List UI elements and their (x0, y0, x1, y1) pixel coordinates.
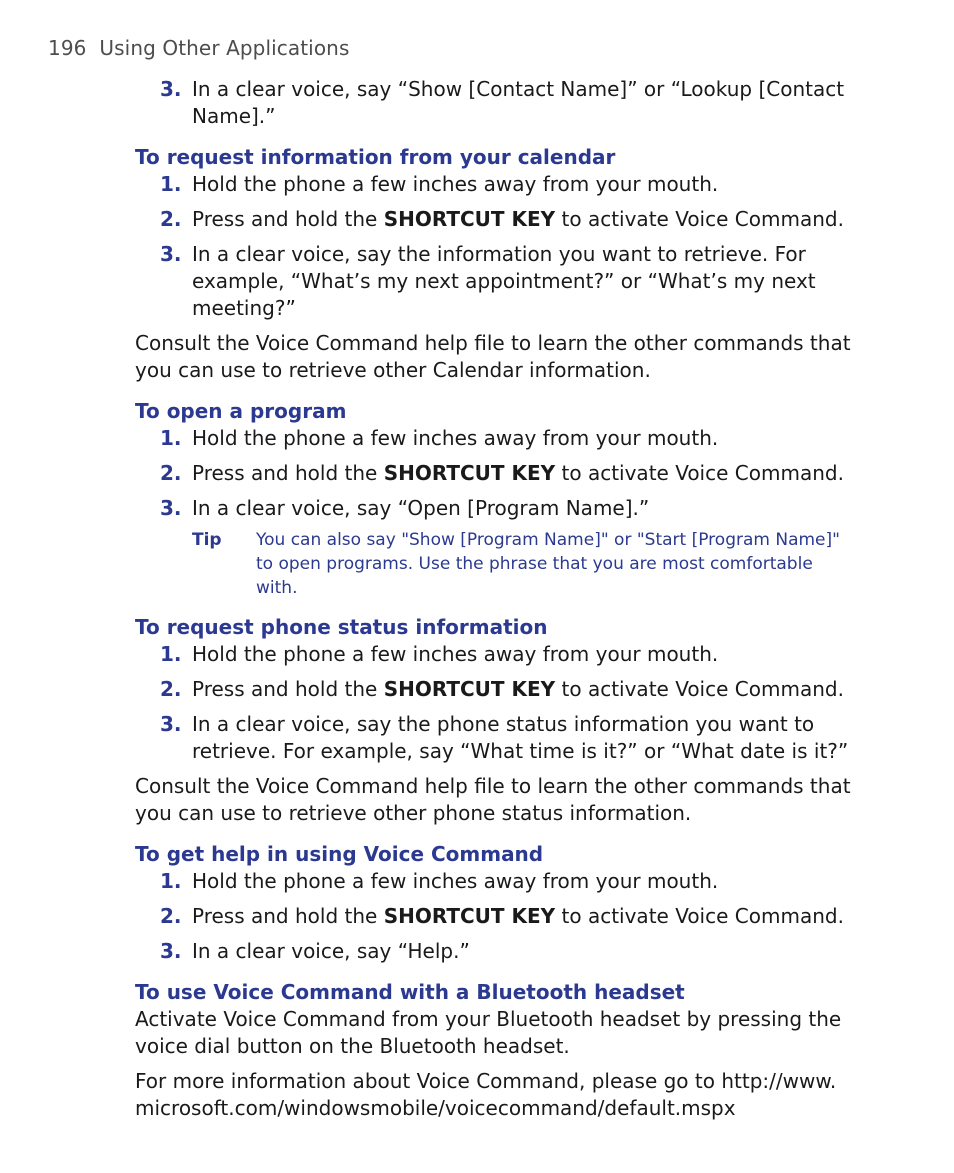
section-title: Using Other Applications (99, 36, 350, 60)
step-text-post: to activate Voice Command. (555, 677, 844, 701)
step-text: In a clear voice, say “Help.” (192, 939, 470, 963)
step-text: In a clear voice, say the phone status information you want to retrieve. For example, say “What time is it?” or “What date is it?” (192, 712, 849, 763)
shortcut-key-label: SHORTCUT KEY (383, 207, 556, 231)
step-text-pre: Press and hold the (192, 677, 384, 701)
step-text (192, 903, 857, 930)
bluetooth-paragraph: Activate Voice Command from your Bluetooth headset by pressing the voice dial button on the Bluetooth headset. (135, 1007, 842, 1058)
step-text: In a clear voice, say “Show [Contact Name]” or “Lookup [Contact Name].” (192, 77, 845, 128)
step-number: 2. (160, 207, 182, 231)
step-text-post: to activate Voice Command. (555, 904, 844, 928)
step-text: Hold the phone a few inches away from your mouth. (192, 172, 719, 196)
status-heading: To request phone status information (135, 615, 548, 639)
step-text: Hold the phone a few inches away from your mouth. (192, 869, 719, 893)
calendar-heading: To request information from your calendar (135, 145, 616, 169)
bluetooth-heading: To use Voice Command with a Bluetooth headset (135, 980, 685, 1004)
program-step-3 (135, 495, 857, 522)
calendar-step-1 (135, 171, 857, 198)
contact-step-3 (135, 76, 857, 130)
more-info-line-1: For more information about Voice Command, please go to http://www. (135, 1069, 837, 1093)
shortcut-key-label: SHORTCUT KEY (383, 461, 556, 485)
step-text (192, 676, 857, 703)
step-text: Hold the phone a few inches away from your mouth. (192, 642, 719, 666)
more-info-paragraph (135, 1068, 857, 1122)
more-info-url: microsoft.com/windowsmobile/voicecommand/default.mspx (135, 1096, 736, 1120)
step-text: In a clear voice, say the information you want to retrieve. For example, “What’s my next appointment?” or “What’s my next meeting?” (192, 242, 816, 320)
calendar-step-2 (135, 206, 857, 233)
program-step-1 (135, 425, 857, 452)
step-number: 1. (160, 172, 182, 196)
step-number: 2. (160, 677, 182, 701)
step-text (192, 206, 857, 233)
step-number: 1. (160, 426, 182, 450)
page-content (135, 76, 857, 1130)
page-number: 196 (48, 36, 87, 60)
step-text-pre: Press and hold the (192, 904, 384, 928)
tip-text: You can also say "Show [Program Name]" or "Start [Program Name]" to open programs. Use the phrase that you are most comfortable with. (256, 530, 840, 598)
status-step-3 (135, 711, 857, 765)
calendar-note: Consult the Voice Command help file to learn the other commands that you can use to retrieve other Calendar information. (135, 331, 851, 382)
step-text: Hold the phone a few inches away from your mouth. (192, 426, 719, 450)
tip-label: Tip (192, 530, 222, 550)
program-heading: To open a program (135, 399, 347, 423)
step-number: 2. (160, 461, 182, 485)
step-number: 2. (160, 904, 182, 928)
help-step-1 (135, 868, 857, 895)
status-step-1 (135, 641, 857, 668)
help-step-2 (135, 903, 857, 930)
status-note: Consult the Voice Command help file to learn the other commands that you can use to retrieve other phone status information. (135, 774, 851, 825)
step-number: 3. (160, 712, 182, 736)
step-text-pre: Press and hold the (192, 461, 384, 485)
step-text-post: to activate Voice Command. (555, 461, 844, 485)
tip-box (192, 528, 857, 600)
step-number: 3. (160, 939, 182, 963)
page-header (48, 36, 349, 60)
program-step-2 (135, 460, 857, 487)
step-number: 3. (160, 496, 182, 520)
step-text: In a clear voice, say “Open [Program Name].” (192, 496, 650, 520)
shortcut-key-label: SHORTCUT KEY (383, 904, 556, 928)
shortcut-key-label: SHORTCUT KEY (383, 677, 556, 701)
step-text-pre: Press and hold the (192, 207, 384, 231)
step-number: 1. (160, 642, 182, 666)
step-number: 3. (160, 77, 182, 101)
step-number: 1. (160, 869, 182, 893)
help-heading: To get help in using Voice Command (135, 842, 544, 866)
calendar-step-3 (135, 241, 857, 322)
step-text-post: to activate Voice Command. (555, 207, 844, 231)
step-number: 3. (160, 242, 182, 266)
step-text (192, 460, 857, 487)
help-step-3 (135, 938, 857, 965)
status-step-2 (135, 676, 857, 703)
